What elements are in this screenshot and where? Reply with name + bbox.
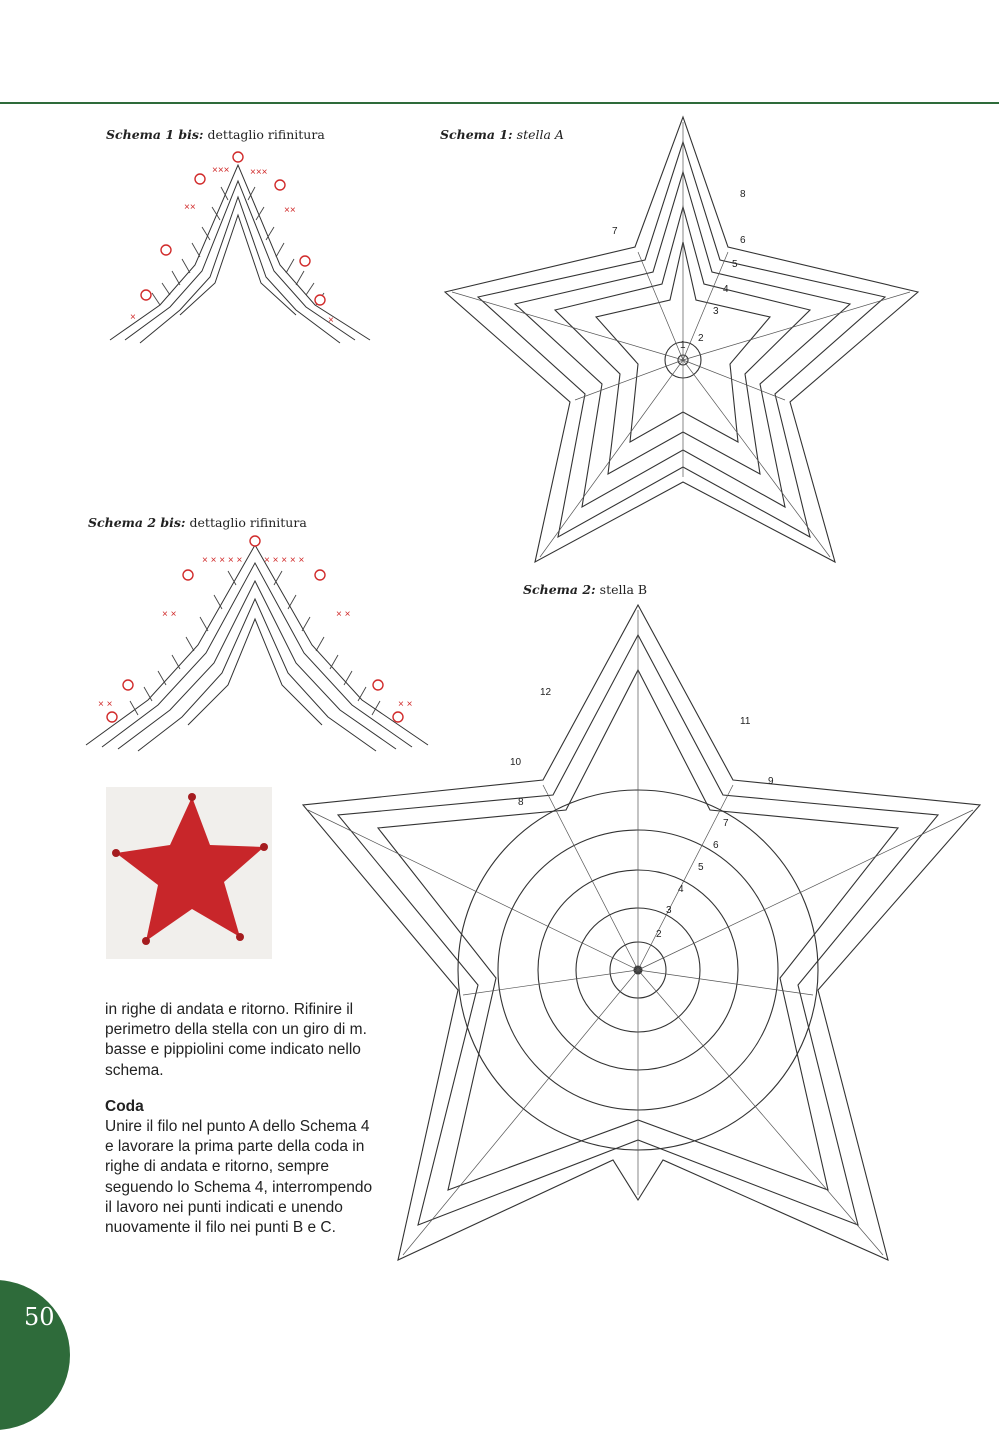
schema-1-star-a-diagram [440,112,930,577]
schema-1-bis-diagram [100,145,380,360]
svg-text:×××: ××× [212,165,230,176]
row-number: 7 [723,818,729,829]
row-number: 2 [698,333,704,344]
row-number: 4 [678,884,684,895]
row-number: 9 [768,776,774,787]
row-number: 1 [680,340,686,351]
row-number: 3 [713,306,719,317]
caption-schema-1: Schema 1: stella A [440,127,564,142]
row-number: 6 [740,235,746,246]
row-number: 2 [656,929,662,940]
svg-text:× ×: × × [398,699,413,710]
row-number: 11 [740,716,751,727]
svg-text:××: ×× [284,205,296,216]
svg-text:× ×: × × [162,609,177,620]
svg-text:×: × [130,312,136,323]
header-rule [0,102,999,104]
section-heading-coda: Coda [105,1097,144,1115]
svg-text:× × × × ×: × × × × × [202,555,243,566]
schema-2-star-b-diagram [298,600,988,1280]
row-number: 5 [698,862,704,873]
tail-paragraph: Unire il filo nel punto A dello Schema 4 e lavorare la prima parte della coda in righe di andata e ritorno, sempre seguendo lo Schema 4, interrompendo il lavoro nei punti indicati e unendo nuovamente il filo nei punti B e C. [105,1118,373,1237]
svg-text:× ×: × × [336,609,351,620]
caption-schema-1-bis: Schema 1 bis: dettaglio rifinitura [106,127,325,142]
caption-schema-2: Schema 2: stella B [523,582,648,597]
row-number: 12 [540,687,552,698]
svg-text:××: ×× [184,202,196,213]
svg-text:×: × [328,315,334,326]
finish-paragraph: in righe di andata e ritorno. Rifinire il perimetro della stella con un giro di m. basse e pippiolini come indicato nello schema. [105,1001,367,1079]
row-number: 10 [510,757,522,768]
svg-text:× × × × ×: × × × × × [264,555,305,566]
caption-schema-2-bis: Schema 2 bis: dettaglio rifinitura [88,515,307,530]
row-number: 5 [732,259,738,270]
row-number: 3 [666,905,672,916]
svg-text:×××: ××× [250,167,268,178]
row-number: 7 [612,226,618,237]
red-star-photo [106,787,272,959]
row-number: 8 [740,189,746,200]
row-number: 6 [713,840,719,851]
row-number: 4 [723,284,729,295]
page-number: 50 [24,1303,55,1331]
row-number: 8 [518,797,524,808]
svg-text:× ×: × × [98,699,113,710]
instructions-text [105,1000,380,1238]
